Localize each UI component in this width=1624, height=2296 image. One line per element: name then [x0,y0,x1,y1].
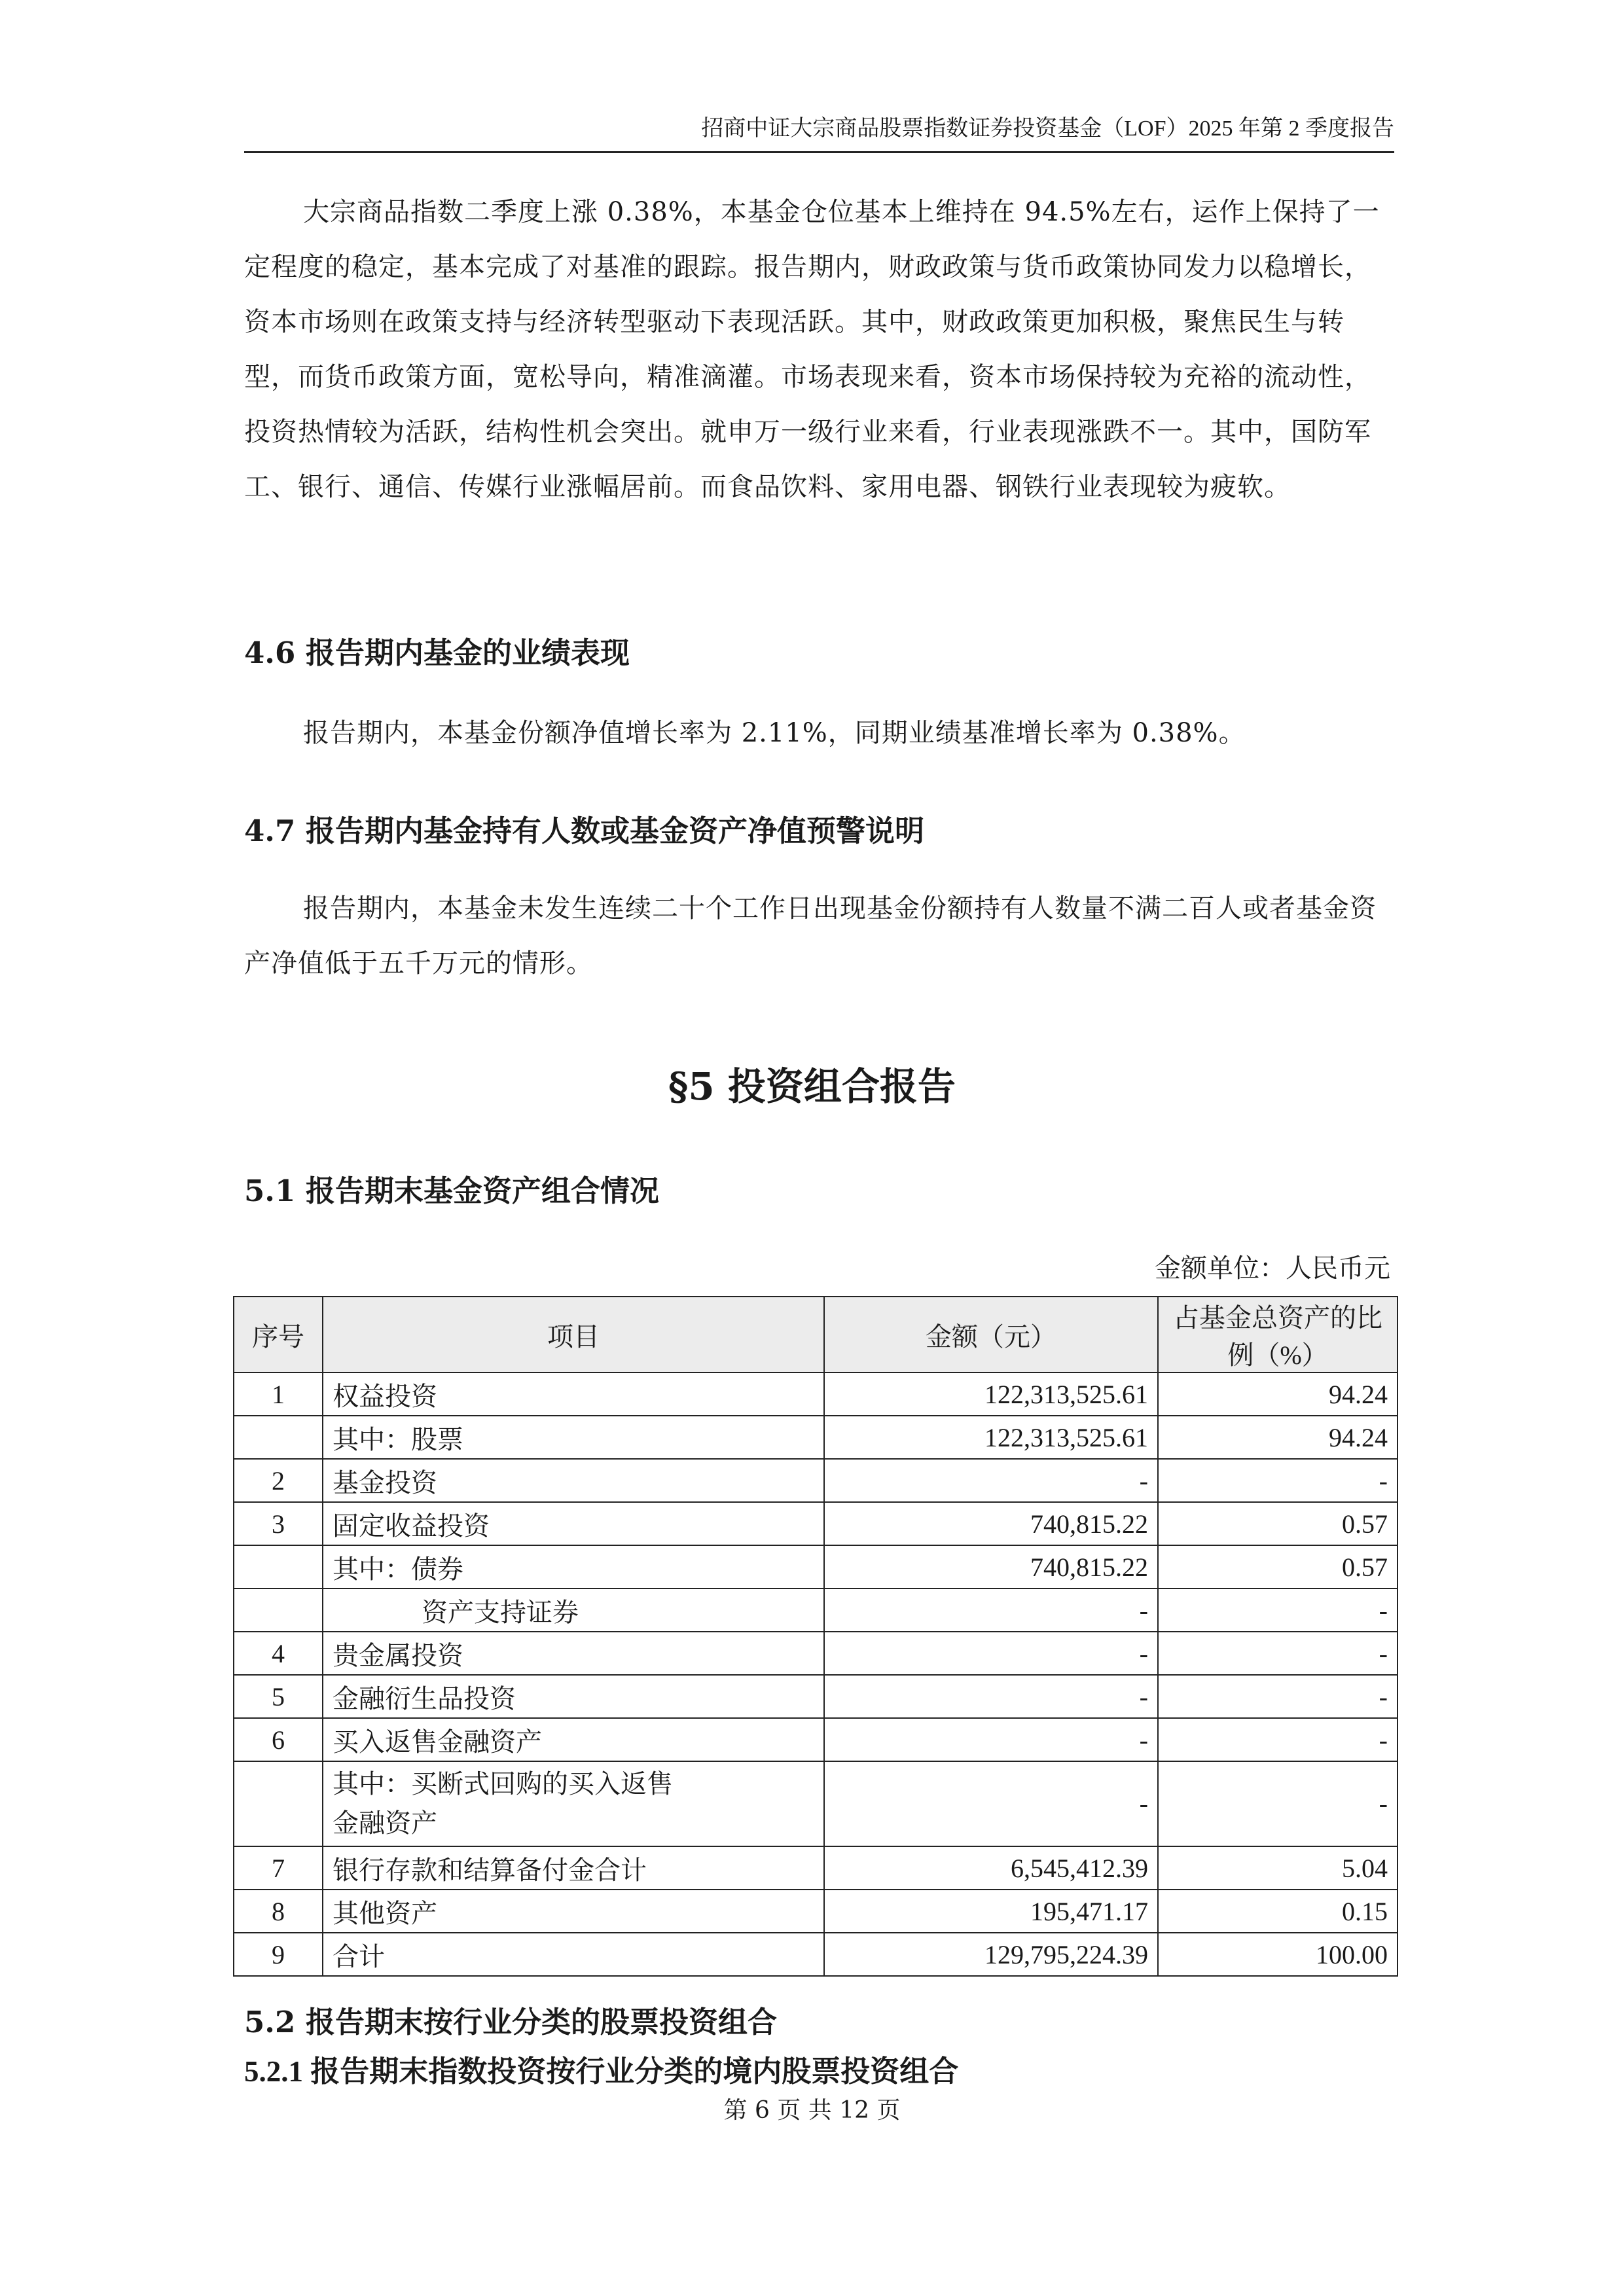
row-amount: 129,795,224.39 [824,1933,1158,1976]
row-seq [234,1545,323,1588]
row-seq [234,1416,323,1459]
table-row [234,1846,1398,1890]
row-ratio: 0.57 [1158,1545,1398,1588]
column-header-amount: 金额（元） [824,1297,1158,1372]
column-header-item: 项目 [323,1297,824,1372]
table-row [234,1588,1398,1632]
row-seq: 5 [234,1675,323,1718]
row-amount: 122,313,525.61 [824,1372,1158,1416]
row-seq: 6 [234,1718,323,1761]
row-amount: 740,815.22 [824,1502,1158,1545]
row-ratio: - [1158,1459,1398,1502]
table-row [234,1890,1398,1933]
row-ratio: 0.15 [1158,1890,1398,1933]
row-item: 基金投资 [323,1459,824,1502]
row-amount: 740,815.22 [824,1545,1158,1588]
section-4-6-heading: 4.6 报告期内基金的业绩表现 [244,636,630,670]
row-seq: 2 [234,1459,323,1502]
row-seq: 8 [234,1890,323,1933]
report-title: 招商中证大宗商品股票指数证券投资基金（LOF）2025 年第 2 季度报告 [701,117,1394,141]
row-amount: - [824,1675,1158,1718]
section-4-6-body: 报告期内，本基金份额净值增长率为 2.11%，同期业绩基准增长率为 0.38%。 [303,718,1246,748]
row-item: 金融衍生品投资 [323,1675,824,1718]
table-row [234,1459,1398,1502]
row-seq: 3 [234,1502,323,1545]
row-ratio: 94.24 [1158,1416,1398,1459]
section-5-2-1-heading: 5.2.1 报告期末指数投资按行业分类的境内股票投资组合 [244,2055,959,2088]
row-amount: - [824,1632,1158,1675]
row-seq [234,1761,323,1846]
row-ratio: 0.57 [1158,1502,1398,1545]
section-4-7-body: 报告期内，本基金未发生连续二十个工作日出现基金份额持有人数量不满二百人或者基金资产净值低于五千万元的情形。 [244,893,1377,978]
row-amount: - [824,1588,1158,1632]
row-ratio: - [1158,1675,1398,1718]
page-number: 第 6 页 共 12 页 [723,2097,901,2124]
row-item: 固定收益投资 [323,1502,824,1545]
row-item-line2: 金融资产 [333,1808,437,1838]
row-amount: - [824,1718,1158,1761]
table-header-row [234,1297,1398,1372]
row-ratio: 100.00 [1158,1933,1398,1976]
column-header-seq: 序号 [234,1297,323,1372]
row-item: 贵金属投资 [323,1632,824,1675]
table-row [234,1545,1398,1588]
row-item [323,1761,824,1846]
table-row [234,1372,1398,1416]
column-header-ratio: 占基金总资产的比例（%） [1158,1297,1398,1372]
table-row [234,1761,1398,1846]
row-amount: - [824,1459,1158,1502]
row-ratio: - [1158,1718,1398,1761]
row-ratio: 5.04 [1158,1846,1398,1890]
table-row [234,1416,1398,1459]
row-item: 其中：股票 [323,1416,824,1459]
row-seq: 4 [234,1632,323,1675]
section-4-7-heading: 4.7 报告期内基金持有人数或基金资产净值预警说明 [244,814,924,848]
page-footer [0,2094,1624,2127]
row-seq [234,1588,323,1632]
section-5-2-heading: 5.2 报告期末按行业分类的股票投资组合 [244,2005,777,2039]
row-seq: 9 [234,1933,323,1976]
table-row [234,1502,1398,1545]
page-header [244,115,1394,153]
chapter-5-title: §5 投资组合报告 [668,1064,956,1109]
currency-unit-note: 金额单位：人民币元 [1155,1253,1390,1283]
row-ratio: 94.24 [1158,1372,1398,1416]
row-seq: 7 [234,1846,323,1890]
row-ratio: - [1158,1632,1398,1675]
row-seq: 1 [234,1372,323,1416]
section-5-1-heading: 5.1 报告期末基金资产组合情况 [244,1174,659,1208]
row-item: 其他资产 [323,1890,824,1933]
row-amount: 195,471.17 [824,1890,1158,1933]
row-item: 买入返售金融资产 [323,1718,824,1761]
table-row [234,1632,1398,1675]
table-row [234,1933,1398,1976]
table-row [234,1718,1398,1761]
row-ratio: - [1158,1761,1398,1846]
row-amount: - [824,1761,1158,1846]
row-item: 权益投资 [323,1372,824,1416]
asset-allocation-table [233,1296,1398,1977]
row-item-line1: 其中：买断式回购的买入返售 [333,1769,673,1799]
row-item: 其中：债券 [323,1545,824,1588]
row-item: 资产支持证券 [323,1588,824,1632]
row-item: 合计 [323,1933,824,1976]
row-ratio: - [1158,1588,1398,1632]
table-row [234,1675,1398,1718]
row-item: 银行存款和结算备付金合计 [323,1846,824,1890]
row-amount: 6,545,412.39 [824,1846,1158,1890]
market-review-paragraph: 大宗商品指数二季度上涨 0.38%，本基金仓位基本上维持在 94.5%左右，运作上保持了一定程度的稳定，基本完成了对基准的跟踪。报告期内，财政政策与货币政策协同发力以稳增长，资本市场则在政策支持与经济转型驱动下表现活跃。其中，财政政策更加积极，聚焦民生与转型，而货币政策方面，宽松导向，精准滴灌。市场表现来看，资本市场保持较为充裕的流动性，投资热情较为活跃，结构性机会突出。就申万一级行业来看，行业表现涨跌不一。其中，国防军工、银行、通信、传媒行业涨幅居前。而食品饮料、家用电器、钢铁行业表现较为疲软。 [244,197,1380,502]
row-amount: 122,313,525.61 [824,1416,1158,1459]
